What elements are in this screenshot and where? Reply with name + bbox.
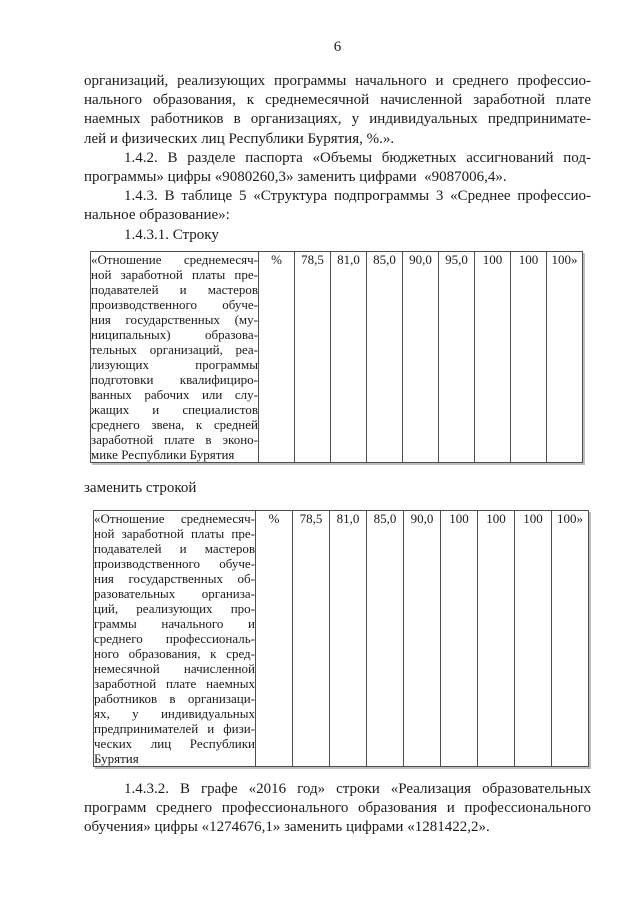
value-cell: 100»: [547, 251, 583, 462]
unit-cell: %: [259, 251, 295, 462]
value-cell: 95,0: [439, 251, 475, 462]
value-cell: 78,5: [293, 511, 330, 767]
value-cell: 85,0: [367, 251, 403, 462]
table-text-line: разовательных организа-: [94, 586, 255, 602]
table-text-line: производственного обуче-: [94, 556, 255, 572]
text-line: организаций, реализующих программы начального и среднего профессио-: [84, 73, 591, 89]
table-text-line: ной заработной платы пре-: [94, 526, 255, 542]
table-text-line: ной заработной платы пре-: [91, 266, 258, 282]
table-text-line: жащих и специалистов: [91, 401, 258, 417]
table-text-line: производственного обуче-: [91, 296, 258, 312]
table-text-line: ниципальных) образова-: [91, 326, 258, 342]
table-text-line: подавателей и мастеров: [94, 541, 255, 557]
table-row: [91, 251, 583, 462]
paragraph-1-4-3-1: [84, 226, 591, 245]
table-text-line: граммы начального и: [94, 616, 255, 632]
table-text-line: заработной плате в эконо-: [91, 431, 258, 447]
text-line: лей и физических лиц Республики Бурятия, %.».: [84, 130, 395, 147]
table-text-line: «Отношение среднемесяч-: [94, 511, 255, 527]
table-text-line: ях, у индивидуальных: [94, 706, 255, 722]
table-text-line: Бурятия: [94, 751, 139, 767]
indicator-name-lines: [91, 252, 258, 462]
table-text-line: ния государственных (му-: [91, 311, 258, 327]
replacement-table-old: [90, 251, 583, 463]
table-text-line: ческих лиц Республики: [94, 736, 255, 752]
table-text-line: предпринимателей и физи-: [94, 721, 255, 737]
table-text-line: ного образования, к сред-: [94, 646, 255, 662]
text-line: наемных работников в организациях, у индивидуальных предпринимате-: [84, 111, 591, 128]
table-text-line: ванных рабочих или слу-: [91, 386, 258, 402]
text-line: обучения» цифры «1274676,1» заменить цифрами «1281422,2».: [84, 819, 490, 836]
indicator-name-lines: [94, 511, 255, 766]
value-cell: 90,0: [403, 251, 439, 462]
paragraph-1-4-3: [84, 187, 591, 225]
paragraph-intro: [84, 72, 591, 149]
table-text-line: лизующих программы: [91, 356, 258, 372]
text-line: нальное образование»:: [84, 207, 230, 224]
page-number: 6: [333, 39, 342, 55]
text-line: 1.4.3. В таблице 5 «Структура подпрограммы 3 «Среднее профессио-: [124, 188, 591, 205]
value-cell: 85,0: [367, 511, 404, 767]
table-text-line: подавателей и мастеров: [91, 281, 258, 297]
table-row: [94, 511, 589, 767]
value-cell: 100: [475, 251, 511, 462]
paragraph-1-4-2: [84, 149, 591, 187]
table-text-line: тельных организаций, реа-: [91, 341, 258, 357]
table-text-line: мике Республики Бурятия: [91, 446, 235, 462]
table-text-line: ций, реализующих про-: [94, 601, 255, 617]
text-line: 1.4.3.1. Строку: [124, 226, 219, 243]
table-text-line: подготовки квалифициро-: [91, 371, 258, 387]
text-line: 1.4.3.2. В графе «2016 год» строки «Реализация образовательных: [124, 781, 591, 798]
replace-caption: [84, 479, 591, 498]
table-text-line: «Отношение среднемесяч-: [91, 251, 258, 267]
value-cell: 100: [478, 511, 515, 767]
value-cell: 100: [515, 511, 552, 767]
table-text-line: заработной плате наемных: [94, 676, 255, 692]
value-cell: 78,5: [295, 251, 331, 462]
table-text-line: ния государственных об-: [94, 571, 255, 587]
value-cell: 90,0: [404, 511, 441, 767]
value-cell: 81,0: [330, 511, 367, 767]
table-text-line: работников в организаци-: [94, 691, 255, 707]
indicator-name-cell: [91, 251, 259, 462]
value-cell: 100: [511, 251, 547, 462]
table-text-line: среднего профессиональ-: [94, 631, 255, 647]
text-line: программ среднего профессионального образования и профессионального: [84, 800, 591, 817]
replacement-table-new: [93, 510, 589, 767]
text-line: заменить строкой: [84, 479, 197, 496]
value-cell: 81,0: [331, 251, 367, 462]
value-cell: 100: [441, 511, 478, 767]
text-line: нального образования, к среднемесячной начисленной заработной плате: [84, 92, 591, 109]
value-cell: 100»: [552, 511, 589, 767]
table-text-line: немесячной начисленной: [94, 661, 255, 677]
unit-cell: %: [256, 511, 293, 767]
indicator-name-cell: [94, 511, 256, 767]
paragraph-1-4-3-2: [84, 780, 591, 838]
text-line: программы» цифры «9080260,3» заменить цифрами «9087006,4».: [84, 169, 507, 186]
text-line: 1.4.2. В разделе паспорта «Объемы бюджетных ассигнований под-: [124, 149, 591, 166]
table-text-line: среднего звена, к средней: [91, 416, 258, 432]
